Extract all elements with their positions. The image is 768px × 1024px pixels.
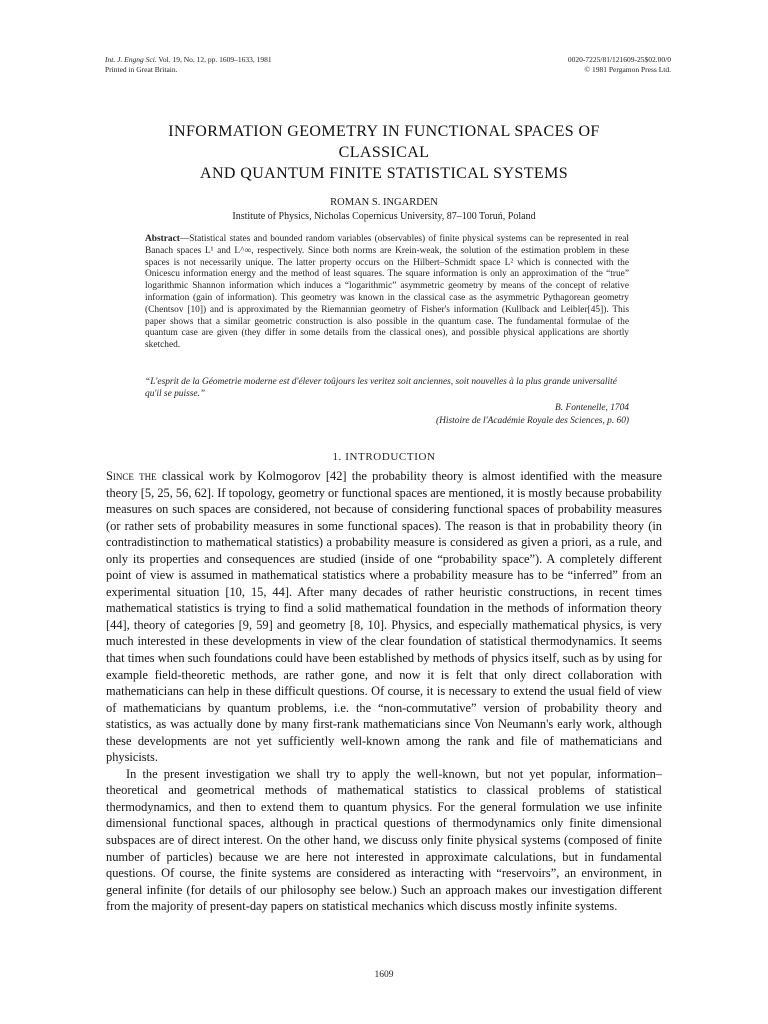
journal-header-left <box>105 55 272 75</box>
paragraph-1 <box>106 468 662 766</box>
author-affiliation: Institute of Physics, Nicholas Copernicus University, 87–100 Toruń, Poland <box>232 211 536 222</box>
abstract-text: —Statistical states and bounded random variables (observables) of finite physical systems can be represented in real Banach spaces L¹ and L^∞, respectively. Since both norms are Krein-weak, the solution of the estimation problem in these spaces is not necessarily unique. The latter property occurs on the Hilbert–Schmidt space L² which is connected with the Onicescu information energy and the method of least squares. The square information is only an approximation of the “true” logarithmic Shannon information which induces a “logarithmic” asymmetric geometry by means of the concept of relative information (gain of information). This geometry was known in the classical case as the asymmetric Pythagorean geometry (Chentsov [10]) and is approximated by the Riemannian geometry of Fisher's information (Kullback and Leibler[45]). This paper shows that a similar geometric construction is also possible in the quantum case. The fundamental formulae of the quantum case are given (they differ in some details from the classical ones), and possible physical applications are shortly sketched. <box>145 234 629 351</box>
body-text <box>106 468 662 915</box>
article-code: 0020-7225/81/121609-25$02.00/0 <box>567 55 671 64</box>
page-number: 1609 <box>374 970 394 980</box>
copyright-notice: © 1981 Pergamon Press Ltd. <box>584 65 671 74</box>
epigraph-author: B. Fontenelle, 1704 <box>555 403 629 413</box>
section-heading: 1. INTRODUCTION <box>332 451 436 463</box>
abstract <box>145 234 629 352</box>
title-line-1: INFORMATION GEOMETRY IN FUNCTIONAL SPACES OF <box>168 123 600 140</box>
epigraph-source: (Histoire de l'Académie Royale des Sciences, p. 60) <box>436 416 629 426</box>
author-name: ROMAN S. INGARDEN <box>330 197 438 208</box>
paragraph-1-text: classical work by Kolmogorov [42] the probability theory is almost identified with the measure theory [5, 25, 56, 62]. If topology, geometry or functional spaces are mentioned, it is mostly because probability measures on such spaces are considered, not because of considering functional spaces of probability measures (or rather sets of probability measures in some functional spaces). The reason is that in probability theory (in contradistinction to mathematical statistics) a probability measure is considered as given a priori, as a rule, and only its properties and consequences are studied (inside of one “probability space”). A completely different point of view is assumed in mathematical statistics where a probability measure has to be “inferred” from an experimental situation [10, 15, 44]. After many decades of rather heuristic constructions, in recent times mathematical statistics is trying to find a solid mathematical foundation in the methods of information theory [44], theory of categories [9, 59] and geometry [8, 10]. Physics, and especially mathematical physics, is very much interested in these developments in view of the clear foundation of statistical thermodynamics. It seems that times when such foundations could have been established by methods of physics itself, such as by using for example field-theoretic methods, are rather gone, and now it is felt that only direct collaboration with mathematicians can help in these difficult questions. Of course, it is necessary to extend the usual field of view of mathematicians by quantum problems, i.e. the “non-commutative” version of probability theory and statistics, as was actually done by many first-rank mathematicians since Von Neumann's early work, although these developments are not yet sufficiently well-known among the rank and file of mathematicians and physicists. <box>106 469 663 765</box>
printed-location: Printed in Great Britain. <box>105 65 178 74</box>
journal-header-right <box>568 55 671 75</box>
journal-citation: Vol. 19, No. 12, pp. 1609–1633, 1981 <box>158 55 272 64</box>
paper-title <box>100 121 668 184</box>
title-line-2: CLASSICAL <box>338 144 430 161</box>
paragraph-2: In the present investigation we shall try to apply the well-known, but not yet popular, information–theoretical and geometrical methods of mathematical statistics to classical problems of statistical thermodynamics, and then to extend them to quantum physics. For the general formulation we use infinite dimensional functional spaces, although in practical questions of thermodynamics only finite dimensional subspaces are of direct interest. On the other hand, we discuss only finite physical systems (composed of finite number of particles) because we are here not interested in approximate calculations, but in fundamental questions. Of course, the finite systems are considered as interacting with “reservoirs”, an environment, in general infinite (for details of our philosophy see below.) Such an approach makes our investigation different from the majority of present-day papers on statistical mechanics which discuss mostly infinite systems. <box>106 766 662 914</box>
paragraph-1-lead: Since the <box>106 469 157 483</box>
title-line-3: AND QUANTUM FINITE STATISTICAL SYSTEMS <box>200 165 568 182</box>
journal-name: Int. J. Engng Sci. <box>105 55 157 64</box>
abstract-label: Abstract <box>145 234 180 244</box>
epigraph-quote: “L'esprit de la Géometrie moderne est d'élever toûjours les veritez soit anciennes, soit nouvelles à la plus grande universalité qu'il se puisse.” <box>145 377 617 399</box>
